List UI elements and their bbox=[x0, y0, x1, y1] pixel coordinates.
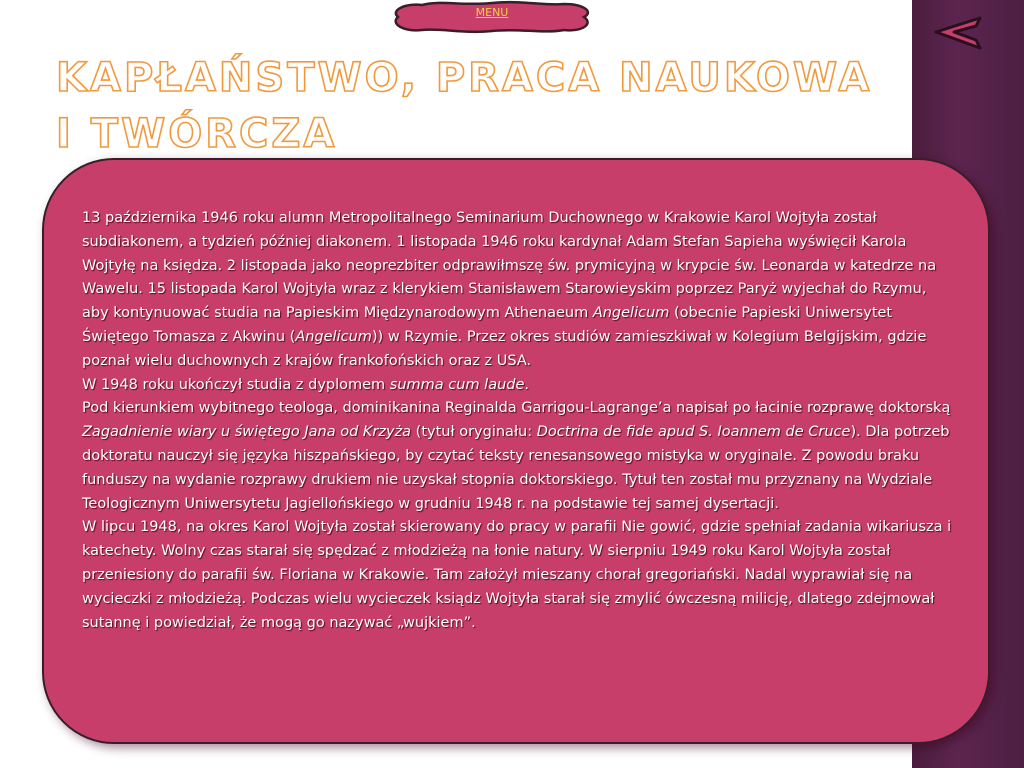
menu-label[interactable]: MENU bbox=[475, 6, 509, 19]
text-segment: (tytuł oryginału: bbox=[411, 424, 537, 441]
italic-term: summa cum laude bbox=[389, 376, 525, 393]
paragraph-graduation bbox=[82, 374, 954, 398]
menu-button[interactable] bbox=[388, 0, 596, 34]
page-title: KAPŁAŃSTWO, PRACA NAUKOWA I TWÓRCZA bbox=[56, 55, 873, 157]
content-text bbox=[82, 207, 954, 635]
text-segment: W 1948 roku ukończył studia z dyplomem bbox=[82, 376, 390, 393]
paragraph-doctorate bbox=[82, 397, 954, 516]
back-arrow-icon[interactable] bbox=[922, 12, 984, 56]
paragraph-parish-work bbox=[82, 516, 954, 635]
italic-term: Angelicum bbox=[592, 305, 670, 322]
text-segment: Pod kierunkiem wybitnego teologa, dominikanina Reginalda Garrigou-Lagrange’a napisał po łacinie rozprawę doktorską bbox=[82, 400, 951, 417]
text-segment: 13 października 1946 roku alumn Metropolitalnego Seminarium Duchownego w Krakowie Karol Wojtyła został subdiakonem, a tydzień później diakonem. 1 listopada 1946 roku kardynał Adam Stefan Sapieha wyświęcił Karola Wojtyłę na księdza. 2 listopada jako neoprezbiter odprawiłmszę św. prymicyjną w krypcie św. Leonarda w katedrze na Wawelu. 15 listopada Karol Wojtyła wraz z klerykiem Stanisławem Starowieyskim poprzez Paryż wyjechał do Rzymu, aby kontynuować studia na Papieskim Międzynarodowym Athenaeum bbox=[82, 210, 937, 322]
paragraph-ordination bbox=[82, 207, 954, 374]
text-segment: W lipcu 1948, na okres Karol Wojtyła został skierowany do pracy w parafii Nie gowić, gdzie spełniał zadania wikariusza i katechety. Wolny czas starał się spędzać z młodzieżą na łonie natury. W sierpniu 1949 roku Karol Wojtyła został przeniesiony do parafii św. Floriana w Krakowie. Tam założył mieszany chorał gregoriański. Nadal wyprawiał się na wycieczki z młodzieżą. Podczas wielu wycieczek ksiądz Wojtyła starał się zmylić ówczesną milicję, dlatego zdejmował sutannę i powiedział, że mogą go nazywać „wujkiem”. bbox=[82, 519, 952, 631]
text-segment: . bbox=[524, 376, 530, 393]
text-segment: ). Dla potrzeb doktoratu nauczył się języka hiszpańskiego, by czytać teksty renesansowego mistyka w oryginale. Z powodu braku funduszy na wydanie rozprawy drukiem nie uzyskał stopnia doktorskiego. Tytuł ten został mu przyznany na Wydziale Teologicznym Uniwersytetu Jagiellońskiego w grudniu 1948 r. na podstawie tej samej dysertacji. bbox=[82, 424, 950, 512]
italic-term: Angelicum bbox=[295, 328, 372, 345]
italic-term: Doctrina de fide apud S. Ioannem de Cruce bbox=[536, 424, 851, 441]
italic-term: Zagadnienie wiary u świętego Jana od Krzyża bbox=[82, 424, 412, 441]
text-segment: (obecnie Papieski Uniwersytet Świętego Tomasza z Akwinu ( bbox=[82, 305, 893, 345]
text-segment: )) w Rzymie. Przez okres studiów zamieszkiwał w Kolegium Belgijskim, gdzie poznał wielu duchownych z krajów frankofońskich oraz z USA. bbox=[82, 328, 927, 369]
